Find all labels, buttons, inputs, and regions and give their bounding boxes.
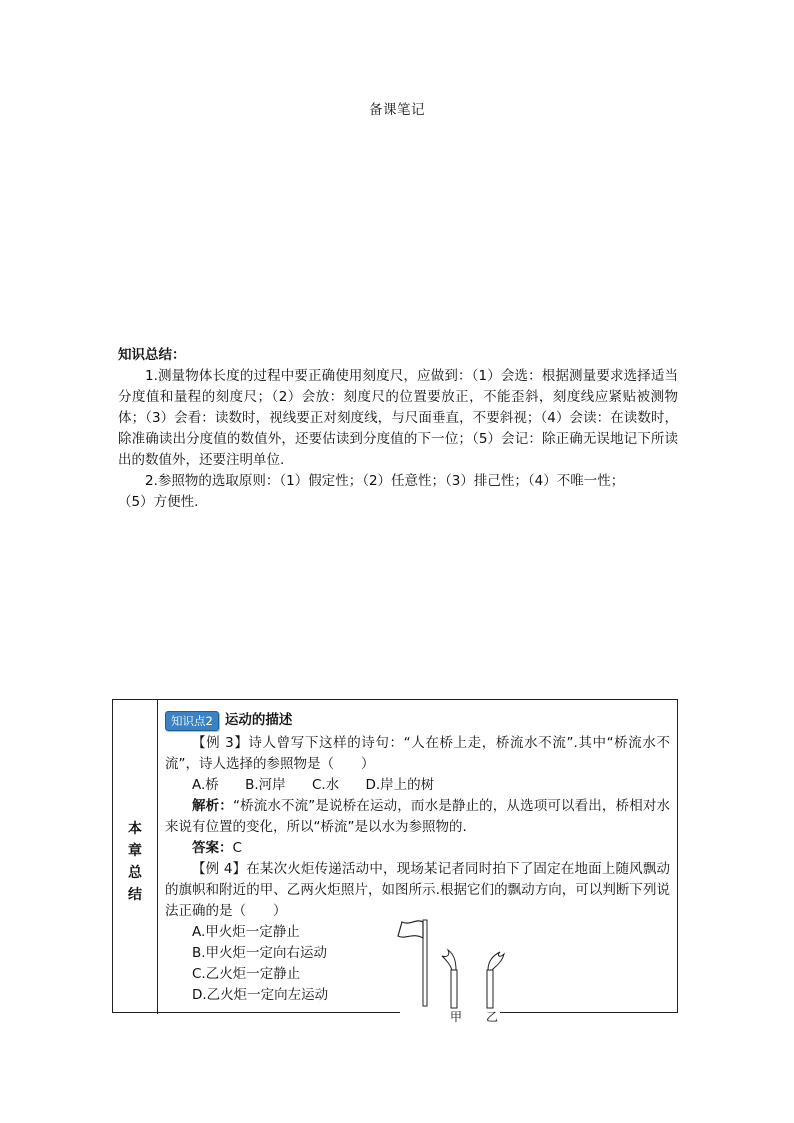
summary-item-2: 2.参照物的选取原则：（1）假定性；（2）任意性；（3）排己性；（4）不唯一性； — [145, 473, 625, 489]
analysis-label: 解析： — [192, 798, 233, 814]
example-3-answer — [165, 838, 670, 859]
flag-icon — [398, 921, 423, 938]
knowledge-point-badge: 知识点2 — [165, 711, 219, 731]
box-side-column — [113, 700, 158, 1014]
topic-title: 运动的描述 — [224, 712, 293, 728]
knowledge-summary — [118, 345, 678, 513]
example-3-options — [165, 775, 670, 796]
option: A.桥 — [192, 777, 219, 793]
option: B.甲火炬一定向右运动 — [192, 945, 328, 961]
flag-pole — [423, 920, 427, 1006]
torch-yi — [487, 970, 493, 1008]
side-char: 结 — [128, 887, 142, 903]
example-3-question: 【例 3】诗人曾写下这样的诗句：“人在桥上走，桥流水不流”.其中“桥流水不流”，诗人选择的参照物是（ ） — [165, 735, 670, 772]
option: D.岸上的树 — [365, 777, 435, 793]
figure-label-yi: 乙 — [486, 1010, 499, 1024]
option: B.河岸 — [245, 777, 286, 793]
side-char: 章 — [128, 843, 142, 859]
flame-yi-icon — [488, 952, 504, 970]
summary-heading: 知识总结： — [118, 347, 186, 363]
chapter-summary-box — [112, 699, 678, 1013]
example-4-question: 【例 4】在某次火炬传递活动中，现场某记者同时拍下了固定在地面上随风飘动的旗帜和附近的甲、乙两火炬照片，如图所示.根据它们的飘动方向，可以判断下列说法正确的是（ ） — [165, 861, 670, 919]
example-3-analysis — [165, 796, 670, 838]
answer-label: 答案： — [192, 840, 233, 856]
topic-row — [165, 710, 670, 731]
answer-value: C — [232, 840, 242, 856]
page-header: 备课笔记 — [369, 102, 425, 118]
flag-torch-figure — [396, 916, 508, 1028]
option: A.甲火炬一定静止 — [192, 924, 300, 940]
analysis-text: “桥流水不流”是说桥在运动，而水是静止的，从选项可以看出，桥相对水来说有位置的变化，所以“桥流”是以水为参照物的. — [165, 798, 670, 835]
option: D.乙火炬一定向左运动 — [192, 987, 329, 1003]
option: C.水 — [311, 777, 340, 793]
side-char: 本 — [128, 821, 142, 837]
summary-item-1: 1.测量物体长度的过程中要正确使用刻度尺，应做到：（1）会选：根据测量要求选择适当分度值和量程的刻度尺；（2）会放：刻度尺的位置要放正，不能歪斜，刻度线应紧贴被测物体；（3）会看：读数时，视线要正对刻度线，与尺面垂直，不要斜视；（4）会读：在读数时，除准确读出分度值的数值外，还要估读到分度值的下一位；（5）会记：除正确无误地记下所读出的数值外，还要注明单位. — [118, 368, 678, 468]
summary-item-2-cont: （5）方便性. — [118, 494, 199, 510]
side-label — [113, 818, 157, 906]
side-char: 总 — [128, 865, 142, 881]
box-bottom-rule — [500, 1012, 678, 1013]
option: C.乙火炬一定静止 — [192, 966, 301, 982]
torch-jia — [451, 970, 457, 1008]
figure-label-jia: 甲 — [450, 1010, 463, 1024]
box-bottom-rule — [112, 1012, 400, 1013]
flame-jia-icon — [442, 950, 456, 970]
